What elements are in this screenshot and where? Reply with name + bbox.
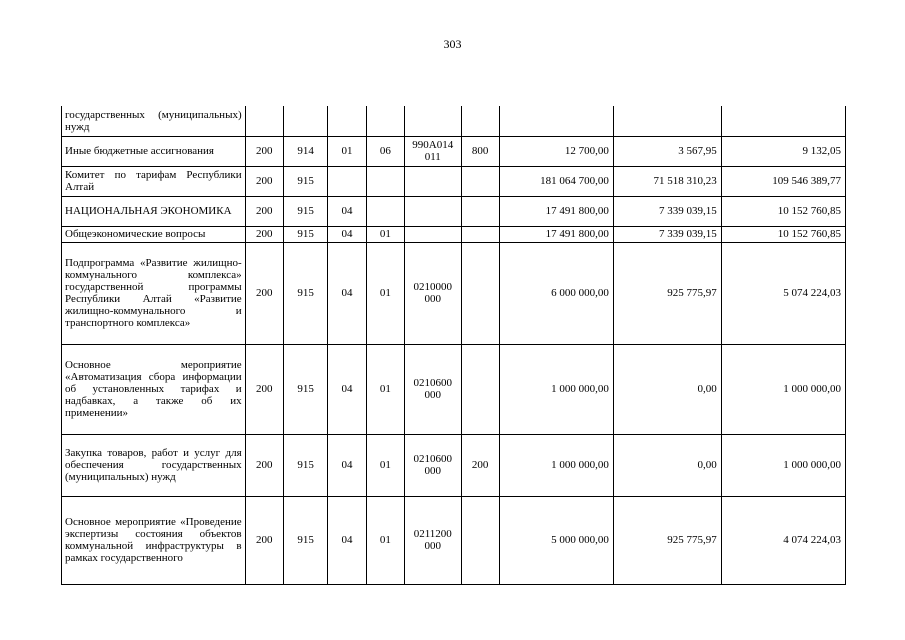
table-row [62, 242, 846, 344]
subsection-code-cell: 06 [366, 136, 404, 166]
row-name-cell: государственных (муниципальных) нужд [62, 106, 246, 136]
table-row [62, 166, 846, 196]
remaining-amount-cell: 5 074 224,03 [721, 242, 845, 344]
executed-amount-cell: 71 518 310,23 [613, 166, 721, 196]
table-row [62, 106, 846, 136]
ministry-code-cell: 200 [245, 242, 283, 344]
table-row [62, 496, 846, 584]
expense-type-cell [461, 344, 499, 434]
department-code-cell [283, 106, 327, 136]
section-code-cell: 04 [328, 196, 366, 226]
executed-amount-cell: 7 339 039,15 [613, 226, 721, 242]
planned-amount-cell: 17 491 800,00 [499, 196, 613, 226]
expense-type-cell [461, 242, 499, 344]
expense-type-cell: 200 [461, 434, 499, 496]
expense-type-cell [461, 496, 499, 584]
target-article-cell [405, 166, 462, 196]
subsection-code-cell [366, 166, 404, 196]
remaining-amount-cell: 10 152 760,85 [721, 226, 845, 242]
section-code-cell [328, 166, 366, 196]
subsection-code-cell [366, 106, 404, 136]
target-article-cell: 0210600 000 [405, 344, 462, 434]
target-article-cell: 990А014 011 [405, 136, 462, 166]
subsection-code-cell [366, 196, 404, 226]
row-name-cell: Закупка товаров, работ и услуг для обеспечения государственных (муниципальных) нужд [62, 434, 246, 496]
expense-type-cell [461, 196, 499, 226]
remaining-amount-cell [721, 106, 845, 136]
budget-table [61, 106, 846, 585]
section-code-cell: 04 [328, 434, 366, 496]
executed-amount-cell: 0,00 [613, 434, 721, 496]
table-row [62, 344, 846, 434]
row-name-cell: Иные бюджетные ассигнования [62, 136, 246, 166]
section-code-cell [328, 106, 366, 136]
table-row [62, 136, 846, 166]
department-code-cell: 914 [283, 136, 327, 166]
subsection-code-cell: 01 [366, 496, 404, 584]
row-name-cell: НАЦИОНАЛЬНАЯ ЭКОНОМИКА [62, 196, 246, 226]
planned-amount-cell: 1 000 000,00 [499, 434, 613, 496]
executed-amount-cell: 925 775,97 [613, 242, 721, 344]
expense-type-cell [461, 106, 499, 136]
department-code-cell: 915 [283, 344, 327, 434]
department-code-cell: 915 [283, 434, 327, 496]
department-code-cell: 915 [283, 166, 327, 196]
remaining-amount-cell: 4 074 224,03 [721, 496, 845, 584]
ministry-code-cell [245, 106, 283, 136]
ministry-code-cell: 200 [245, 196, 283, 226]
planned-amount-cell: 17 491 800,00 [499, 226, 613, 242]
section-code-cell: 04 [328, 344, 366, 434]
target-article-cell [405, 196, 462, 226]
ministry-code-cell: 200 [245, 226, 283, 242]
remaining-amount-cell: 1 000 000,00 [721, 434, 845, 496]
executed-amount-cell: 925 775,97 [613, 496, 721, 584]
remaining-amount-cell: 1 000 000,00 [721, 344, 845, 434]
expense-type-cell [461, 166, 499, 196]
planned-amount-cell: 12 700,00 [499, 136, 613, 166]
subsection-code-cell: 01 [366, 242, 404, 344]
row-name-cell: Подпрограмма «Развитие жилищно-коммунального комплекса» государственной программы Республики Алтай «Развитие жилищно-коммунального и транспортного комплекса» [62, 242, 246, 344]
expense-type-cell [461, 226, 499, 242]
row-name-cell: Основное мероприятие «Проведение экспертизы состояния объектов коммунальной инфраструктуры в рамках государственного [62, 496, 246, 584]
ministry-code-cell: 200 [245, 496, 283, 584]
ministry-code-cell: 200 [245, 136, 283, 166]
ministry-code-cell: 200 [245, 434, 283, 496]
department-code-cell: 915 [283, 242, 327, 344]
section-code-cell: 04 [328, 496, 366, 584]
row-name-cell: Основное мероприятие «Автоматизация сбора информации об установленных тарифах и надбавках, а также об их применении» [62, 344, 246, 434]
planned-amount-cell: 1 000 000,00 [499, 344, 613, 434]
ministry-code-cell: 200 [245, 166, 283, 196]
table-row [62, 226, 846, 242]
executed-amount-cell [613, 106, 721, 136]
planned-amount-cell: 5 000 000,00 [499, 496, 613, 584]
subsection-code-cell: 01 [366, 344, 404, 434]
table-row [62, 434, 846, 496]
remaining-amount-cell: 9 132,05 [721, 136, 845, 166]
row-name-cell: Общеэкономические вопросы [62, 226, 246, 242]
page-number: 303 [443, 37, 462, 51]
target-article-cell [405, 226, 462, 242]
section-code-cell: 01 [328, 136, 366, 166]
executed-amount-cell: 7 339 039,15 [613, 196, 721, 226]
department-code-cell: 915 [283, 496, 327, 584]
target-article-cell: 0210000 000 [405, 242, 462, 344]
section-code-cell: 04 [328, 242, 366, 344]
remaining-amount-cell: 10 152 760,85 [721, 196, 845, 226]
target-article-cell: 0210600 000 [405, 434, 462, 496]
expense-type-cell: 800 [461, 136, 499, 166]
planned-amount-cell: 6 000 000,00 [499, 242, 613, 344]
planned-amount-cell [499, 106, 613, 136]
planned-amount-cell: 181 064 700,00 [499, 166, 613, 196]
executed-amount-cell: 3 567,95 [613, 136, 721, 166]
subsection-code-cell: 01 [366, 226, 404, 242]
subsection-code-cell: 01 [366, 434, 404, 496]
department-code-cell: 915 [283, 196, 327, 226]
ministry-code-cell: 200 [245, 344, 283, 434]
remaining-amount-cell: 109 546 389,77 [721, 166, 845, 196]
executed-amount-cell: 0,00 [613, 344, 721, 434]
department-code-cell: 915 [283, 226, 327, 242]
section-code-cell: 04 [328, 226, 366, 242]
row-name-cell: Комитет по тарифам Республики Алтай [62, 166, 246, 196]
table-row [62, 196, 846, 226]
target-article-cell: 0211200 000 [405, 496, 462, 584]
target-article-cell [405, 106, 462, 136]
